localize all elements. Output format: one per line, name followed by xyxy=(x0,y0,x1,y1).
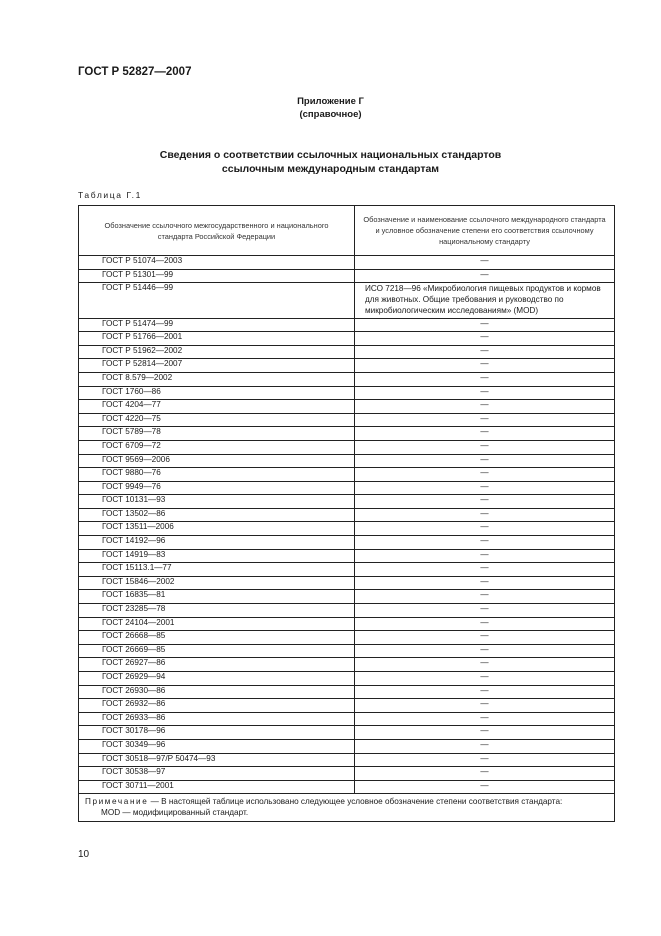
table-row xyxy=(79,712,615,726)
national-standard-cell: ГОСТ 16835—81 xyxy=(79,590,355,604)
table-row xyxy=(79,576,615,590)
table-row xyxy=(79,508,615,522)
national-standard-cell: ГОСТ Р 51766—2001 xyxy=(79,332,355,346)
national-standard-cell: ГОСТ Р 51301—99 xyxy=(79,269,355,283)
national-standard-cell: ГОСТ 15846—2002 xyxy=(79,576,355,590)
international-standard-cell: — xyxy=(355,753,615,767)
note-definition: MOD — модифицированный стандарт. xyxy=(101,808,249,818)
national-standard-cell: ГОСТ Р 52814—2007 xyxy=(79,359,355,373)
national-standard-cell: ГОСТ 14192—96 xyxy=(79,536,355,550)
table-row xyxy=(79,658,615,672)
table-row xyxy=(79,753,615,767)
international-standard-cell: — xyxy=(355,413,615,427)
national-standard-cell: ГОСТ 4220—75 xyxy=(79,413,355,427)
table-row xyxy=(79,427,615,441)
table-label: Таблица Г.1 xyxy=(78,190,142,200)
table-row xyxy=(79,413,615,427)
international-standard-cell: — xyxy=(355,604,615,618)
section-title-line1: Сведения о соответствии ссылочных национальных стандартов xyxy=(159,149,502,161)
national-standard-cell: ГОСТ 26932—86 xyxy=(79,699,355,713)
national-standard-cell: ГОСТ 30518—97/Р 50474—93 xyxy=(79,753,355,767)
national-standard-cell: ГОСТ 23285—78 xyxy=(79,604,355,618)
national-standard-cell: ГОСТ 9949—76 xyxy=(79,481,355,495)
international-standard-cell: — xyxy=(355,359,615,373)
international-standard-cell: — xyxy=(355,332,615,346)
international-standard-cell: — xyxy=(355,269,615,283)
header-international-standard: Обозначение и наименование ссылочного международного стандарта и условное обозначение степени его соответствия ссылочному национальному стандарту xyxy=(355,206,615,256)
table-row xyxy=(79,672,615,686)
table-row xyxy=(79,617,615,631)
national-standard-cell: ГОСТ 26930—86 xyxy=(79,685,355,699)
national-standard-cell: ГОСТ 13511—2006 xyxy=(79,522,355,536)
international-standard-cell: — xyxy=(355,631,615,645)
table-header-row xyxy=(79,206,615,256)
international-standard-cell: — xyxy=(355,685,615,699)
table-row xyxy=(79,726,615,740)
international-standard-cell: — xyxy=(355,454,615,468)
table-row xyxy=(79,468,615,482)
table-row xyxy=(79,590,615,604)
international-standard-cell: — xyxy=(355,522,615,536)
international-standard-cell: — xyxy=(355,549,615,563)
national-standard-cell: ГОСТ 1760—86 xyxy=(79,386,355,400)
international-standard-cell: — xyxy=(355,372,615,386)
international-standard-cell: — xyxy=(355,256,615,270)
national-standard-cell: ГОСТ 9880—76 xyxy=(79,468,355,482)
table-row xyxy=(79,332,615,346)
national-standard-cell: ГОСТ 26668—85 xyxy=(79,631,355,645)
national-standard-cell: ГОСТ 30178—96 xyxy=(79,726,355,740)
international-standard-cell: ИСО 7218—96 «Микробиология пищевых продуктов и кормов для животных. Общие требования и руководство по микробиологическим исследованиям» (MOD) xyxy=(355,283,615,318)
international-standard-cell: — xyxy=(355,672,615,686)
international-standard-cell: — xyxy=(355,481,615,495)
header-national-standard: Обозначение ссылочного межгосударственного и национального стандарта Российской Федерации xyxy=(79,206,355,256)
table-row xyxy=(79,481,615,495)
table-row xyxy=(79,359,615,373)
note-label: Примечание xyxy=(85,797,149,807)
table-body xyxy=(79,256,615,794)
national-standard-cell: ГОСТ 24104—2001 xyxy=(79,617,355,631)
section-title-line2: ссылочным международным стандартам xyxy=(221,163,440,175)
table-row xyxy=(79,454,615,468)
national-standard-cell: ГОСТ 30711—2001 xyxy=(79,780,355,794)
international-standard-cell: — xyxy=(355,590,615,604)
national-standard-cell: ГОСТ Р 51962—2002 xyxy=(79,345,355,359)
table-row xyxy=(79,256,615,270)
table-row xyxy=(79,318,615,332)
table-row xyxy=(79,549,615,563)
national-standard-cell: ГОСТ 26669—85 xyxy=(79,644,355,658)
appendix-subtitle: (справочное) xyxy=(299,109,362,120)
international-standard-cell: — xyxy=(355,468,615,482)
international-standard-cell: — xyxy=(355,576,615,590)
international-standard-cell: — xyxy=(355,658,615,672)
table-row xyxy=(79,440,615,454)
national-standard-cell: ГОСТ 5789—78 xyxy=(79,427,355,441)
national-standard-cell: ГОСТ 13502—86 xyxy=(79,508,355,522)
national-standard-cell: ГОСТ 30538—97 xyxy=(79,767,355,781)
table-row xyxy=(79,386,615,400)
national-standard-cell: ГОСТ 10131—93 xyxy=(79,495,355,509)
national-standard-cell: ГОСТ Р 51074—2003 xyxy=(79,256,355,270)
page-number: 10 xyxy=(78,849,90,860)
international-standard-cell: — xyxy=(355,563,615,577)
international-standard-cell: — xyxy=(355,712,615,726)
international-standard-cell: — xyxy=(355,318,615,332)
table-row xyxy=(79,780,615,794)
table-row xyxy=(79,400,615,414)
international-standard-cell: — xyxy=(355,780,615,794)
international-standard-cell: — xyxy=(355,767,615,781)
national-standard-cell: ГОСТ 26933—86 xyxy=(79,712,355,726)
table-row xyxy=(79,372,615,386)
table-row xyxy=(79,685,615,699)
national-standard-cell: ГОСТ Р 51446—99 xyxy=(79,283,355,318)
national-standard-cell: ГОСТ 14919—83 xyxy=(79,549,355,563)
table-row xyxy=(79,536,615,550)
national-standard-cell: ГОСТ 26927—86 xyxy=(79,658,355,672)
table-note xyxy=(79,794,615,822)
international-standard-cell: — xyxy=(355,726,615,740)
table-row xyxy=(79,644,615,658)
international-standard-cell: — xyxy=(355,644,615,658)
international-standard-cell: — xyxy=(355,400,615,414)
table-row xyxy=(79,495,615,509)
national-standard-cell: ГОСТ 8.579—2002 xyxy=(79,372,355,386)
document-code: ГОСТ Р 52827—2007 xyxy=(78,66,192,78)
table-row xyxy=(79,522,615,536)
correspondence-table xyxy=(78,205,615,822)
national-standard-cell: ГОСТ 4204—77 xyxy=(79,400,355,414)
international-standard-cell: — xyxy=(355,617,615,631)
table-row xyxy=(79,699,615,713)
international-standard-cell: — xyxy=(355,345,615,359)
international-standard-cell: — xyxy=(355,536,615,550)
international-standard-cell: — xyxy=(355,508,615,522)
national-standard-cell: ГОСТ 30349—96 xyxy=(79,739,355,753)
table-row xyxy=(79,631,615,645)
international-standard-cell: — xyxy=(355,699,615,713)
appendix-title: Приложение Г xyxy=(297,96,364,107)
national-standard-cell: ГОСТ 26929—94 xyxy=(79,672,355,686)
table-row xyxy=(79,345,615,359)
national-standard-cell: ГОСТ 6709—72 xyxy=(79,440,355,454)
international-standard-cell: — xyxy=(355,440,615,454)
national-standard-cell: ГОСТ 15113.1—77 xyxy=(79,563,355,577)
table-row xyxy=(79,283,615,318)
note-text: — В настоящей таблице использовано следующее условное обозначение степени соответствия стандарта: xyxy=(148,797,563,807)
international-standard-cell: — xyxy=(355,739,615,753)
table-row xyxy=(79,604,615,618)
table-row xyxy=(79,269,615,283)
international-standard-cell: — xyxy=(355,495,615,509)
table-row xyxy=(79,739,615,753)
table-row xyxy=(79,767,615,781)
international-standard-cell: — xyxy=(355,427,615,441)
table-note-row xyxy=(79,794,615,822)
national-standard-cell: ГОСТ 9569—2006 xyxy=(79,454,355,468)
international-standard-cell: — xyxy=(355,386,615,400)
national-standard-cell: ГОСТ Р 51474—99 xyxy=(79,318,355,332)
table-row xyxy=(79,563,615,577)
